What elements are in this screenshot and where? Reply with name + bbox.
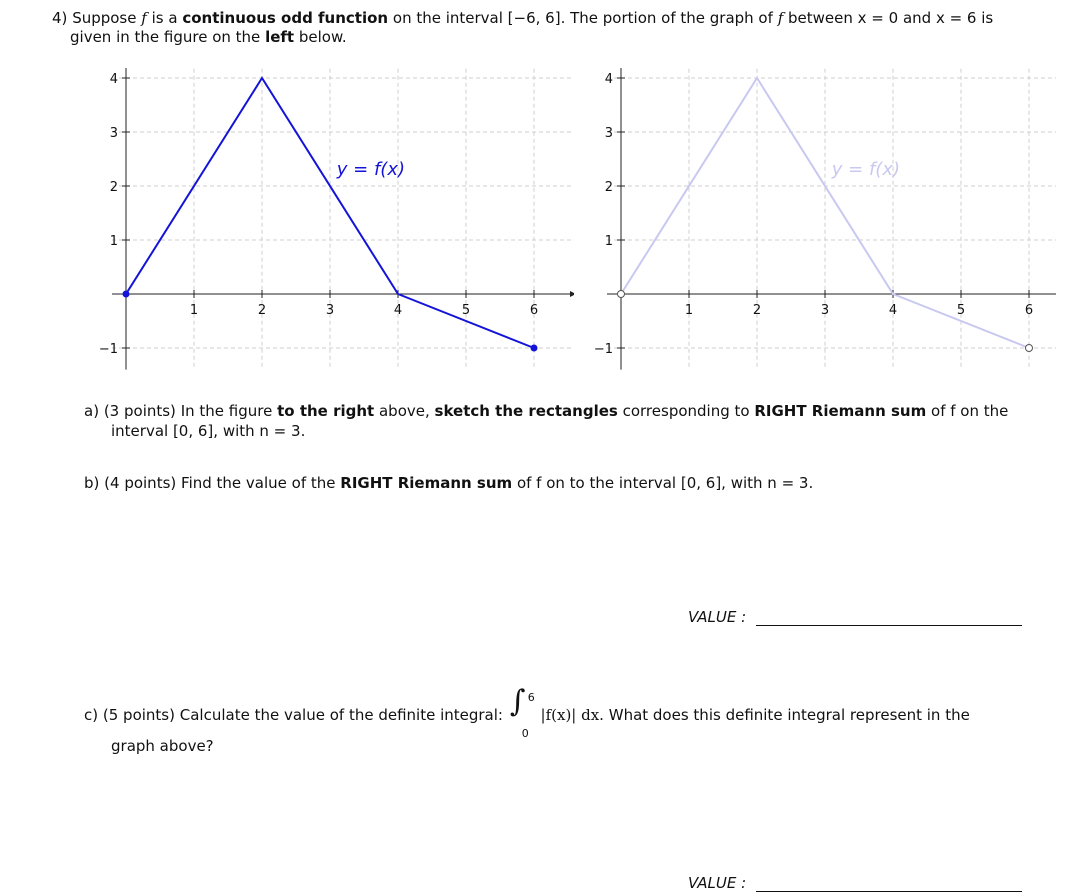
x-tick-label: 4 [393,303,403,318]
x-tick-label: 1 [684,303,694,318]
intro-text: Suppose [72,9,137,27]
y-tick-label: 1 [604,234,613,249]
part-a-text: of f on the [931,402,1009,420]
x-tick-label: 2 [752,303,762,318]
x-tick-label: 6 [1024,303,1034,318]
integral-upper: 6 [527,690,535,704]
y-tick-label: 1 [109,234,118,249]
endpoint-end [531,345,538,352]
part-b-bold: RIGHT Riemann sum [340,474,513,492]
part-a-bold: RIGHT Riemann sum [754,402,927,420]
part-a-label: a) [84,402,100,420]
left-graph [84,68,574,378]
part-a-points: (3 points) [103,402,176,420]
function-label: y = f(x) [336,159,406,181]
part-b-text: of f on to the interval [0, 6], with n = 3. [516,474,814,492]
part-c-line2: graph above? [111,736,214,755]
part-a-bold: to the right [277,402,375,420]
value-label: VALUE : [688,608,747,626]
y-tick-label: 2 [109,180,118,195]
endpoint-start [618,291,625,298]
endpoint-end [1026,345,1033,352]
intro-var: f [777,9,784,27]
part-a-text: corresponding to [622,402,750,420]
part-a-text: In the figure [180,402,273,420]
part-a-line2: interval [0, 6], with n = 3. [111,422,306,440]
y-tick-label: 3 [109,126,118,141]
value-label: VALUE : [688,874,747,892]
intro-text: between x = 0 and x = 6 is [788,9,994,27]
value-answer-b[interactable] [688,608,1022,626]
intro-text: below. [298,28,347,46]
integral-lower: 0 [521,726,529,740]
part-c-text: Calculate the value of the definite integral: [179,706,503,724]
intro-bold: left [265,28,295,46]
value-answer-c[interactable] [688,874,1022,892]
answer-line[interactable] [756,625,1022,626]
endpoint-start [123,291,130,298]
part-a-text: above, [378,402,430,420]
x-tick-label: 3 [820,303,830,318]
x-tick-label: 3 [325,303,335,318]
x-tick-label: 4 [888,303,898,318]
right-graph[interactable] [578,68,1056,378]
x-axis-arrow [570,291,574,297]
x-tick-label: 6 [529,303,539,318]
y-tick-label: −1 [98,342,118,357]
intro-text: given in the figure on the [70,28,261,46]
x-tick-label: 1 [189,303,199,318]
part-b [84,473,1034,493]
part-b-text: Find the value of the [181,474,336,492]
part-a-bold: sketch the rectangles [434,402,618,420]
function-label: y = f(x) [831,159,901,181]
y-tick-label: 4 [109,72,118,87]
part-a [84,401,1034,441]
question-number: 4) [52,9,68,27]
integral-sign: ∫ 6 0 [508,706,536,726]
y-tick-label: 3 [604,126,613,141]
y-tick-label: 2 [604,180,613,195]
y-tick-label: −1 [593,342,613,357]
part-b-points: (4 points) [104,474,177,492]
part-c-label: c) [84,706,99,724]
intro-text: is a [151,9,178,27]
intro-var: f [141,9,147,27]
intro-text: on the interval [−6, 6]. The portion of the graph of [392,9,773,27]
part-b-label: b) [84,474,100,492]
integrand: |f(x)| dx. [540,706,604,724]
x-tick-label: 2 [257,303,267,318]
x-tick-label: 5 [461,303,471,318]
intro-bold: continuous odd function [182,9,389,27]
x-tick-label: 5 [956,303,966,318]
question-header [52,9,1042,47]
part-c-points: (5 points) [102,706,175,724]
part-c [84,683,1034,756]
part-c-text: What does this definite integral represent in the [608,706,970,724]
y-tick-label: 4 [604,72,613,87]
